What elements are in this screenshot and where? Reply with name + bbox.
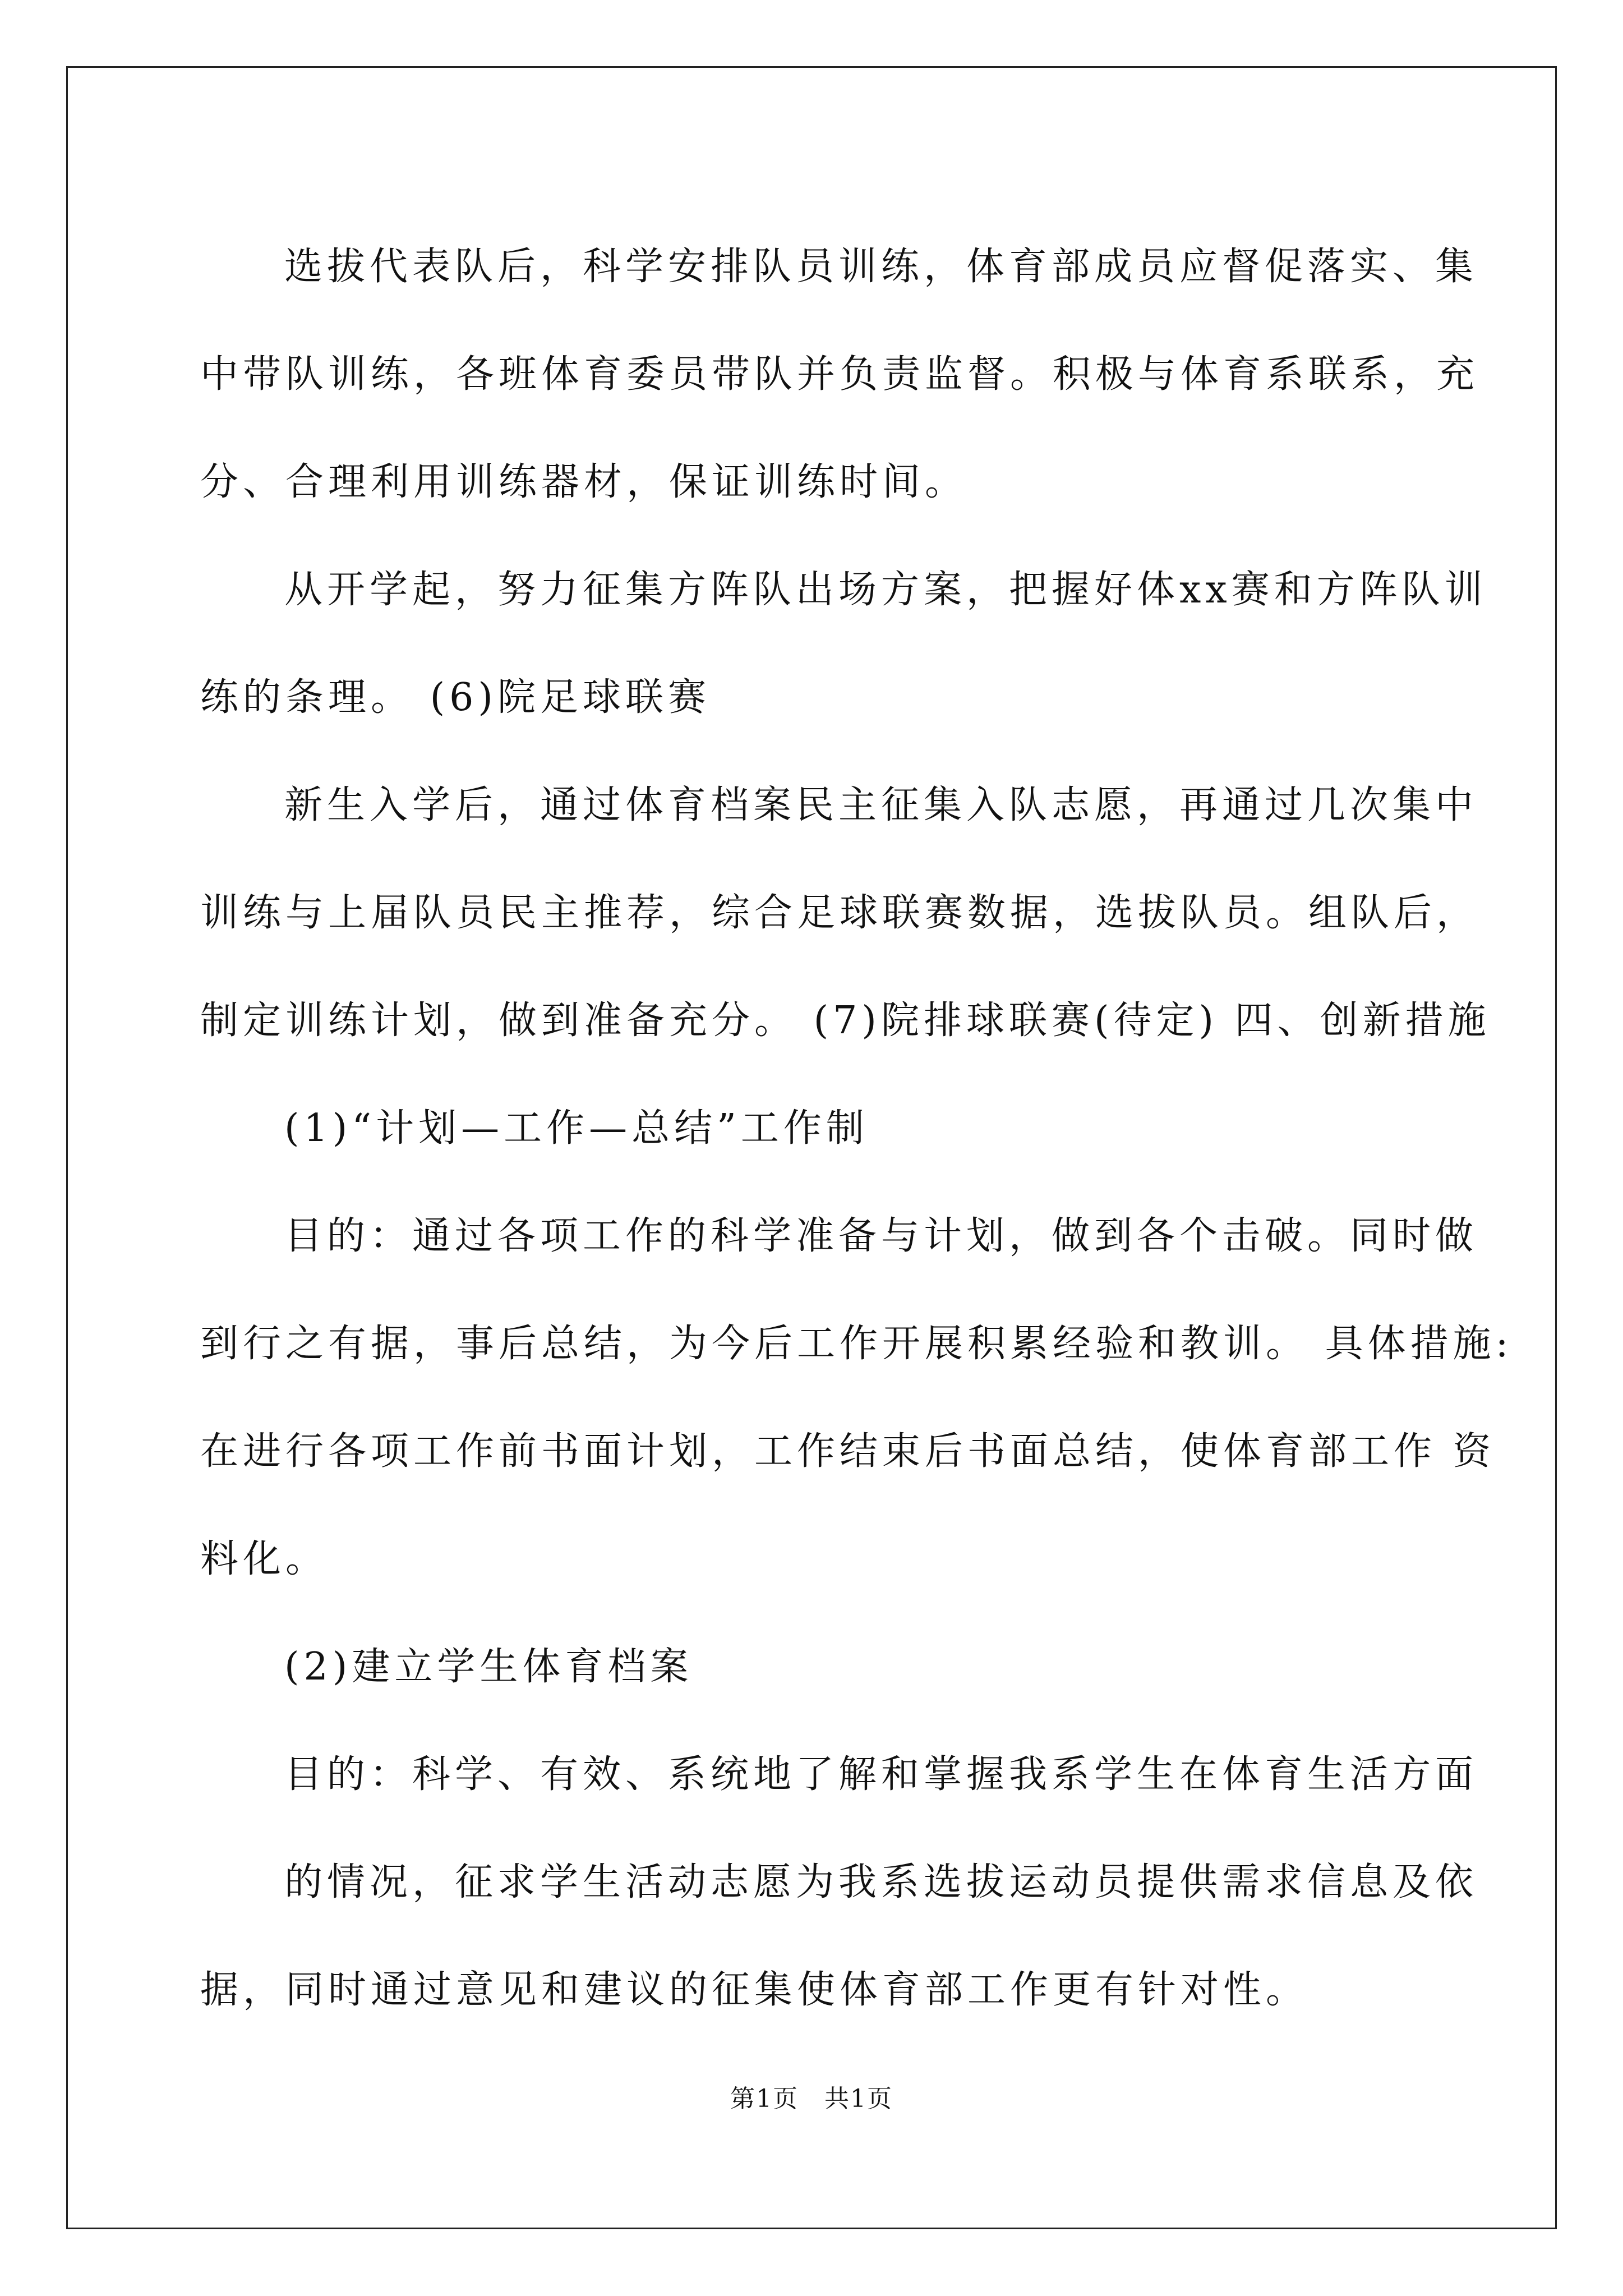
document-body: [200, 213, 1513, 2044]
text-line: 到行之有据，事后总结，为今后工作开展积累经验和教训。 具体措施:: [200, 1322, 1513, 1366]
text-line: 训练与上届队员民主推荐，综合足球联赛数据，选拔队员。组队后，: [200, 891, 1479, 935]
text-line: 在进行各项工作前书面计划，工作结束后书面总结，使体育部工作 资: [200, 1429, 1496, 1474]
text-line: 选拔代表队后，科学安排队员训练，体育部成员应督促落实、集: [284, 245, 1478, 289]
text-line: 制定训练计划，做到准备充分。 (7)院排球联赛(待定) 四、创新措施: [200, 999, 1491, 1043]
text-line: 料化。: [200, 1537, 329, 1581]
text-line: 练的条理。 (6)院足球联赛: [200, 675, 711, 720]
text-line: 分、合理利用训练器材，保证训练时间。: [200, 460, 968, 504]
text-line: 据，同时通过意见和建议的征集使体育部工作更有针对性。: [200, 1968, 1309, 2012]
page-footer: 第1页 共1页: [730, 2085, 893, 2113]
text-line: 中带队训练，各班体育委员带队并负责监督。积极与体育系联系，充: [200, 352, 1479, 397]
text-line: 目的：通过各项工作的科学准备与计划，做到各个击破。同时做: [284, 1214, 1478, 1258]
text-line: 的情况，征求学生活动志愿为我系选拔运动员提供需求信息及依: [284, 1860, 1478, 1904]
text-line: 目的：科学、有效、系统地了解和掌握我系学生在体育生活方面: [284, 1752, 1478, 1797]
text-line: (2)建立学生体育档案: [284, 1645, 693, 1689]
text-line: (1)“计划—工作—总结”工作制: [284, 1106, 869, 1151]
text-line: 新生入学后，通过体育档案民主征集入队志愿，再通过几次集中: [284, 783, 1478, 827]
text-line: 从开学起，努力征集方阵队出场方案，把握好体xx赛和方阵队训: [284, 568, 1487, 612]
